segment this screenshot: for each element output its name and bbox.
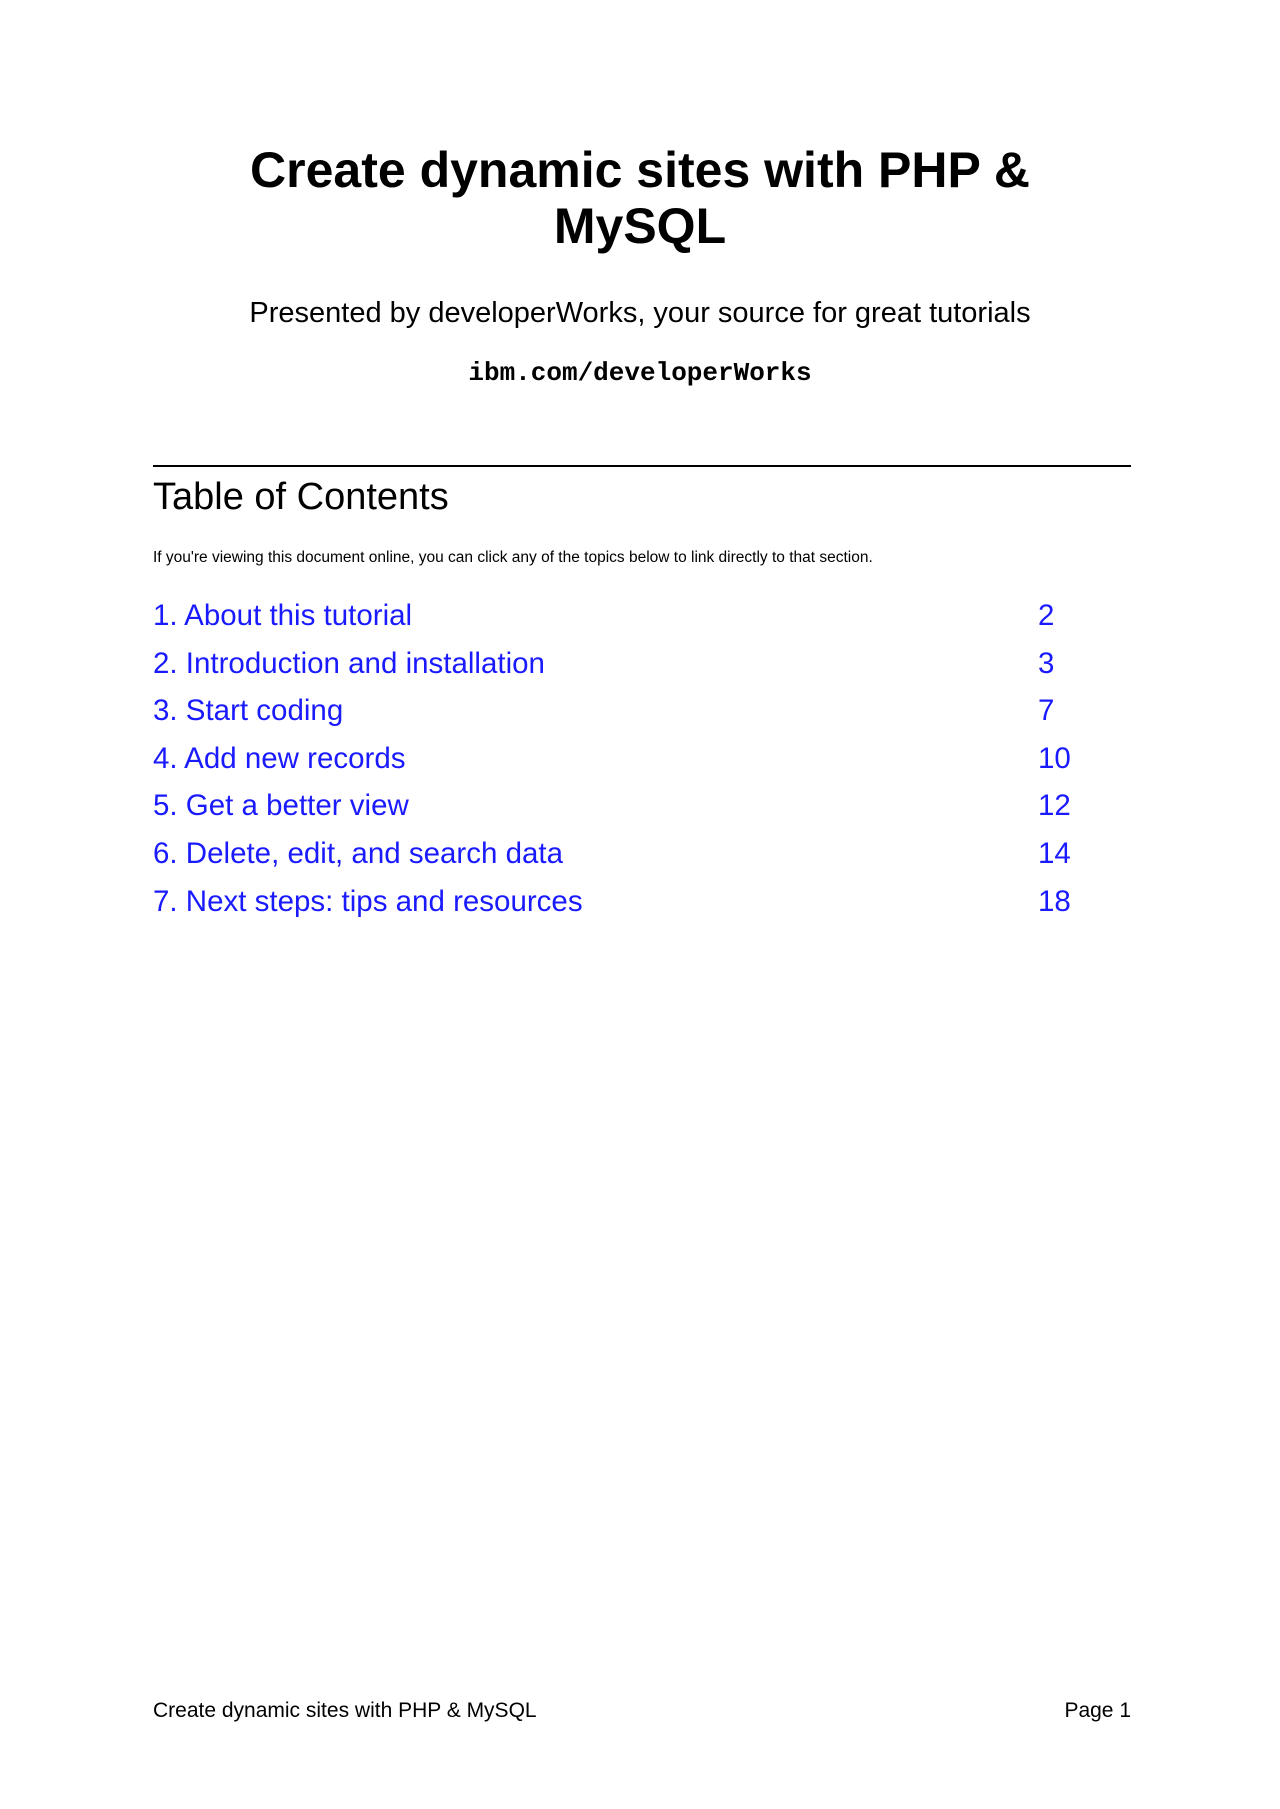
toc-item-add-new-records[interactable] — [153, 739, 1073, 787]
toc-item-page-number[interactable]: 18 — [1038, 884, 1071, 918]
toc-item-label[interactable]: 2. Introduction and installation — [153, 646, 545, 680]
toc-item-get-a-better-view[interactable] — [153, 786, 1073, 834]
toc-item-label[interactable]: 3. Start coding — [153, 694, 344, 728]
toc-item-label[interactable]: 7. Next steps: tips and resources — [153, 884, 583, 918]
document-title-line2: MySQL — [553, 198, 727, 254]
toc-item-page-number[interactable]: 14 — [1038, 836, 1071, 870]
document-subtitle: Presented by developerWorks, your source for great tutorials — [249, 297, 1031, 329]
toc-item-label[interactable]: 4. Add new records — [153, 741, 406, 775]
heading-divider — [153, 465, 1131, 467]
toc-item-page-number[interactable]: 10 — [1038, 741, 1071, 775]
toc-item-label[interactable]: 6. Delete, edit, and search data — [153, 836, 563, 870]
page-footer — [153, 1697, 1131, 1725]
toc-item-page-number[interactable]: 3 — [1038, 646, 1055, 680]
footer-page-number: Page 1 — [1064, 1699, 1131, 1722]
toc-item-label[interactable]: 5. Get a better view — [153, 789, 409, 823]
toc-item-next-steps[interactable] — [153, 882, 1073, 930]
toc-item-about-this-tutorial[interactable] — [153, 596, 1073, 644]
toc-item-delete-edit-search-data[interactable] — [153, 834, 1073, 882]
document-title-line1: Create dynamic sites with PHP & — [250, 142, 1030, 198]
toc-list — [153, 596, 1073, 929]
toc-item-start-coding[interactable] — [153, 691, 1073, 739]
toc-item-page-number[interactable]: 7 — [1038, 694, 1055, 728]
toc-item-page-number[interactable]: 2 — [1038, 599, 1055, 632]
toc-item-label[interactable]: 1. About this tutorial — [153, 599, 413, 632]
toc-item-introduction-and-installation[interactable] — [153, 644, 1073, 692]
toc-heading: Table of Contents — [153, 476, 449, 518]
document-title — [0, 142, 1280, 254]
footer-document-title: Create dynamic sites with PHP & MySQL — [153, 1699, 537, 1722]
toc-item-page-number[interactable]: 12 — [1038, 789, 1071, 823]
site-url: ibm.com/developerWorks — [468, 358, 812, 388]
toc-intro-text: If you're viewing this document online, you can click any of the topics below to link directly to that section. — [153, 549, 873, 566]
